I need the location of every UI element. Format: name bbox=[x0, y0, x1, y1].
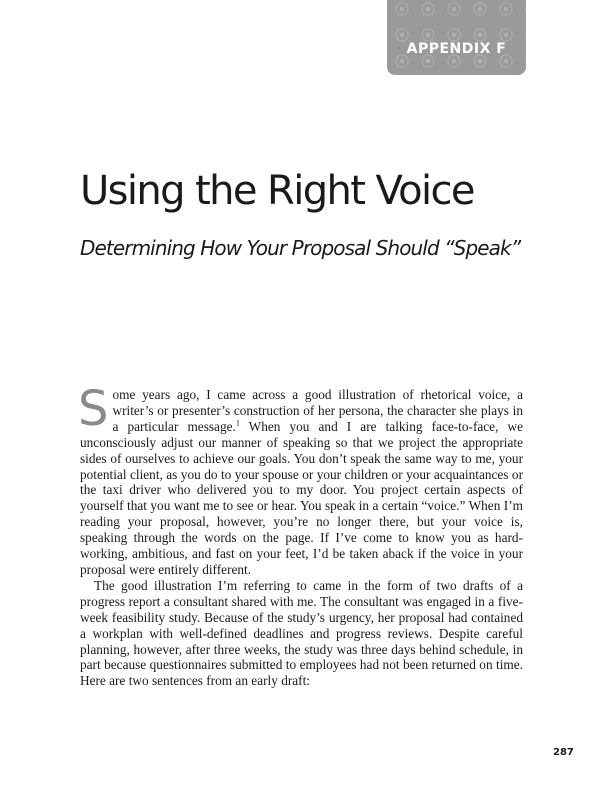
paragraph-2: The good illustration I’m referring to came in the form of two drafts of a progress report a consultant shared with me. The consultant was engaged in a five-week feasibility study. Because of the study’s urgency, her proposal had contained a workplan with well-defined deadlines and progress reviews. Despite careful planning, however, after three weeks, the study was three days behind schedule, in part because questionnaires submitted to employees had not been returned on time. Here are two sentences from an early draft: bbox=[80, 577, 523, 689]
paragraph-1 bbox=[78, 381, 523, 578]
chapter-title: Using the Right Voice bbox=[80, 168, 474, 214]
drop-cap: S bbox=[78, 381, 109, 437]
page-number: 287 bbox=[553, 747, 574, 758]
appendix-label: APPENDIX F bbox=[406, 41, 507, 57]
paragraph-1-text-cont: When you and I are talking face-to-face, we unconsciously adjust our manner of speaking so that we project the appropriate sides of ourselves to achieve our goals. You don’t speak the same way to me, your potential client, as you do to your spouse or your children or your acquaintances or the taxi driver who delivered you to my door. You project certain aspects of yourself that you want me to see or hear. You speak in a certain “voice.” When I’m reading your proposal, however, you’re no longer there, but your voice is, speaking through the words on the page. If I’ve come to know you as hard-working, ambitious, and fast on your feet, I’d be taken aback if the voice in your proposal were entirely different. bbox=[80, 418, 523, 577]
footnote-marker[interactable]: 1 bbox=[235, 418, 240, 428]
paragraph-1-text: ome years ago, I came across a good illustration of rhetorical voice, a writer’s or presenter’s construction of her persona, the character she plays in a particular message. bbox=[112, 387, 523, 434]
appendix-tab bbox=[387, 0, 526, 75]
body-text bbox=[78, 381, 523, 689]
chapter-subtitle: Determining How Your Proposal Should “Speak” bbox=[80, 236, 521, 260]
